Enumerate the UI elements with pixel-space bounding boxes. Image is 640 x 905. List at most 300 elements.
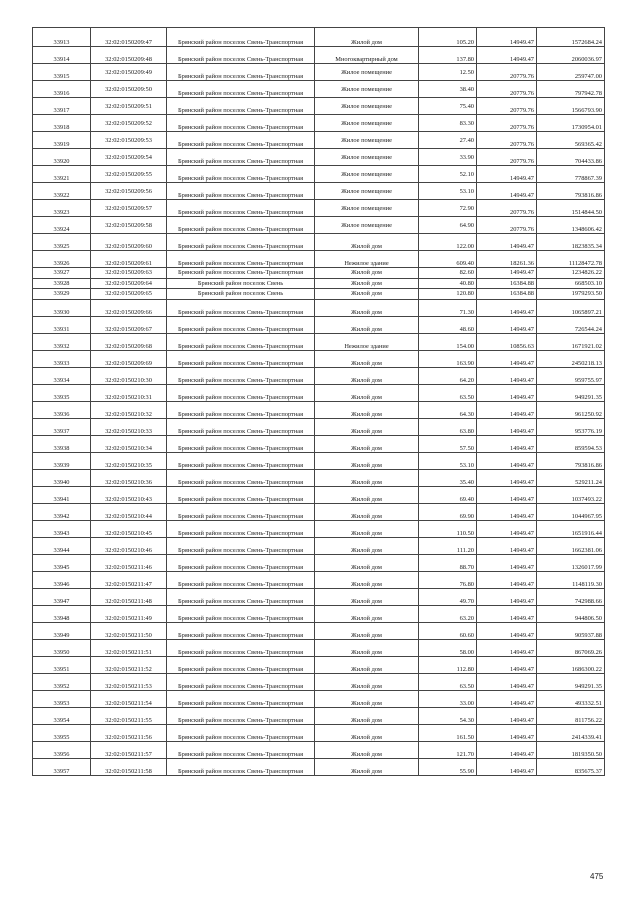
cadastral-cost-cell: 2414339.41 bbox=[537, 724, 605, 741]
cadastral-number-cell: 32:02:0150210:33 bbox=[91, 418, 167, 435]
row-number-cell: 33924 bbox=[33, 217, 91, 234]
unit-rate-cell: 14949.47 bbox=[477, 503, 537, 520]
address-cell: Брянский район поселок Свень-Транспортная bbox=[167, 149, 315, 166]
unit-rate-cell: 14949.47 bbox=[477, 469, 537, 486]
object-type-cell: Жилое помещение bbox=[315, 217, 419, 234]
area-cell: 33.00 bbox=[419, 690, 477, 707]
row-number-cell: 33919 bbox=[33, 132, 91, 149]
cadastral-number-cell: 32:02:0150209:51 bbox=[91, 98, 167, 115]
unit-rate-cell: 20779.76 bbox=[477, 200, 537, 217]
cadastral-cost-cell: 944806.50 bbox=[537, 605, 605, 622]
address-cell: Брянский район поселок Свень-Транспортная bbox=[167, 639, 315, 656]
object-type-cell: Жилое помещение bbox=[315, 200, 419, 217]
table-row bbox=[33, 350, 605, 367]
unit-rate-cell: 20779.76 bbox=[477, 217, 537, 234]
object-type-cell: Жилое помещение bbox=[315, 115, 419, 132]
row-number-cell: 33940 bbox=[33, 469, 91, 486]
table-row bbox=[33, 724, 605, 741]
table-row bbox=[33, 707, 605, 724]
row-number-cell: 33934 bbox=[33, 367, 91, 384]
address-cell: Брянский район поселок Свень-Транспортная bbox=[167, 47, 315, 64]
cadastral-number-cell: 32:02:0150211:58 bbox=[91, 758, 167, 775]
cadastral-number-cell: 32:02:0150209:54 bbox=[91, 149, 167, 166]
row-number-cell: 33952 bbox=[33, 673, 91, 690]
address-cell: Брянский район поселок Свень-Транспортная bbox=[167, 234, 315, 251]
cadastral-number-cell: 32:02:0150211:49 bbox=[91, 605, 167, 622]
address-cell: Брянский район поселок Свень-Транспортная bbox=[167, 401, 315, 418]
area-cell: 63.50 bbox=[419, 673, 477, 690]
row-number-cell: 33913 bbox=[33, 28, 91, 47]
area-cell: 53.10 bbox=[419, 183, 477, 200]
cadastral-number-cell: 32:02:0150211:53 bbox=[91, 673, 167, 690]
table-row bbox=[33, 435, 605, 452]
cadastral-number-cell: 32:02:0150211:48 bbox=[91, 588, 167, 605]
address-cell: Брянский район поселок Свень-Транспортная bbox=[167, 605, 315, 622]
area-cell: 55.90 bbox=[419, 758, 477, 775]
table-row bbox=[33, 64, 605, 81]
cadastral-number-cell: 32:02:0150211:54 bbox=[91, 690, 167, 707]
area-cell: 112.80 bbox=[419, 656, 477, 673]
cadastral-number-cell: 32:02:0150211:51 bbox=[91, 639, 167, 656]
table-row bbox=[33, 639, 605, 656]
cadastral-number-cell: 32:02:0150210:44 bbox=[91, 503, 167, 520]
unit-rate-cell: 14949.47 bbox=[477, 435, 537, 452]
object-type-cell: Жилой дом bbox=[315, 384, 419, 401]
unit-rate-cell: 14949.47 bbox=[477, 418, 537, 435]
area-cell: 64.30 bbox=[419, 401, 477, 418]
address-cell: Брянский район поселок Свень-Транспортная bbox=[167, 299, 315, 316]
row-number-cell: 33939 bbox=[33, 452, 91, 469]
unit-rate-cell: 14949.47 bbox=[477, 486, 537, 503]
cadastral-cost-cell: 793816.86 bbox=[537, 183, 605, 200]
area-cell: 88.70 bbox=[419, 554, 477, 571]
table-row bbox=[33, 452, 605, 469]
cadastral-cost-cell: 1148119.30 bbox=[537, 571, 605, 588]
address-cell: Брянский район поселок Свень bbox=[167, 278, 315, 289]
object-type-cell: Жилой дом bbox=[315, 452, 419, 469]
table-row bbox=[33, 571, 605, 588]
table-row bbox=[33, 503, 605, 520]
unit-rate-cell: 14949.47 bbox=[477, 520, 537, 537]
unit-rate-cell: 14949.47 bbox=[477, 673, 537, 690]
cadastral-cost-cell: 1662381.06 bbox=[537, 537, 605, 554]
area-cell: 57.50 bbox=[419, 435, 477, 452]
object-type-cell: Жилое помещение bbox=[315, 149, 419, 166]
row-number-cell: 33921 bbox=[33, 166, 91, 183]
address-cell: Брянский район поселок Свень-Транспортная bbox=[167, 98, 315, 115]
address-cell: Брянский район поселок Свень-Транспортная bbox=[167, 64, 315, 81]
address-cell: Брянский район поселок Свень-Транспортная bbox=[167, 673, 315, 690]
cadastral-number-cell: 32:02:0150209:56 bbox=[91, 183, 167, 200]
object-type-cell: Жилой дом bbox=[315, 486, 419, 503]
table-row bbox=[33, 333, 605, 350]
unit-rate-cell: 14949.47 bbox=[477, 166, 537, 183]
unit-rate-cell: 14949.47 bbox=[477, 28, 537, 47]
cadastral-cost-cell: 493332.51 bbox=[537, 690, 605, 707]
cadastral-cost-cell: 742988.66 bbox=[537, 588, 605, 605]
cadastral-number-cell: 32:02:0150209:50 bbox=[91, 81, 167, 98]
table-row bbox=[33, 200, 605, 217]
address-cell: Брянский район поселок Свень-Транспортная bbox=[167, 690, 315, 707]
cadastral-number-cell: 32:02:0150209:63 bbox=[91, 268, 167, 279]
address-cell: Брянский район поселок Свень-Транспортная bbox=[167, 452, 315, 469]
area-cell: 33.90 bbox=[419, 149, 477, 166]
table-row bbox=[33, 47, 605, 64]
cadastral-cost-cell: 835675.37 bbox=[537, 758, 605, 775]
unit-rate-cell: 20779.76 bbox=[477, 132, 537, 149]
object-type-cell: Жилой дом bbox=[315, 622, 419, 639]
cadastral-number-cell: 32:02:0150209:69 bbox=[91, 350, 167, 367]
cadastral-cost-cell: 867069.26 bbox=[537, 639, 605, 656]
area-cell: 161.50 bbox=[419, 724, 477, 741]
address-cell: Брянский район поселок Свень-Транспортная bbox=[167, 200, 315, 217]
cadastral-cost-cell: 949291.35 bbox=[537, 384, 605, 401]
cadastral-value-table bbox=[32, 27, 605, 776]
address-cell: Брянский район поселок Свень-Транспортная bbox=[167, 268, 315, 279]
area-cell: 54.30 bbox=[419, 707, 477, 724]
address-cell: Брянский район поселок Свень-Транспортная bbox=[167, 435, 315, 452]
unit-rate-cell: 14949.47 bbox=[477, 622, 537, 639]
cadastral-number-cell: 32:02:0150209:68 bbox=[91, 333, 167, 350]
cadastral-cost-cell: 1566793.90 bbox=[537, 98, 605, 115]
row-number-cell: 33949 bbox=[33, 622, 91, 639]
area-cell: 60.60 bbox=[419, 622, 477, 639]
cadastral-cost-cell: 704433.86 bbox=[537, 149, 605, 166]
object-type-cell: Жилой дом bbox=[315, 278, 419, 289]
table-row bbox=[33, 554, 605, 571]
area-cell: 64.90 bbox=[419, 217, 477, 234]
row-number-cell: 33942 bbox=[33, 503, 91, 520]
object-type-cell: Жилой дом bbox=[315, 588, 419, 605]
unit-rate-cell: 14949.47 bbox=[477, 299, 537, 316]
row-number-cell: 33918 bbox=[33, 115, 91, 132]
object-type-cell: Жилой дом bbox=[315, 571, 419, 588]
cadastral-cost-cell: 959755.97 bbox=[537, 367, 605, 384]
object-type-cell: Жилое помещение bbox=[315, 132, 419, 149]
address-cell: Брянский район поселок Свень-Транспортная bbox=[167, 469, 315, 486]
area-cell: 71.30 bbox=[419, 299, 477, 316]
cadastral-number-cell: 32:02:0150210:35 bbox=[91, 452, 167, 469]
cadastral-number-cell: 32:02:0150209:58 bbox=[91, 217, 167, 234]
address-cell: Брянский район поселок Свень-Транспортная bbox=[167, 537, 315, 554]
address-cell: Брянский район поселок Свень-Транспортная bbox=[167, 554, 315, 571]
address-cell: Брянский район поселок Свень-Транспортная bbox=[167, 741, 315, 758]
object-type-cell: Жилой дом bbox=[315, 673, 419, 690]
address-cell: Брянский район поселок Свень bbox=[167, 289, 315, 300]
cadastral-cost-cell: 668503.10 bbox=[537, 278, 605, 289]
row-number-cell: 33925 bbox=[33, 234, 91, 251]
cadastral-cost-cell: 953776.19 bbox=[537, 418, 605, 435]
row-number-cell: 33941 bbox=[33, 486, 91, 503]
cadastral-number-cell: 32:02:0150210:30 bbox=[91, 367, 167, 384]
unit-rate-cell: 14949.47 bbox=[477, 707, 537, 724]
object-type-cell: Жилой дом bbox=[315, 299, 419, 316]
address-cell: Брянский район поселок Свень-Транспортная bbox=[167, 384, 315, 401]
table-row bbox=[33, 316, 605, 333]
object-type-cell: Многоквартирный дом bbox=[315, 47, 419, 64]
row-number-cell: 33923 bbox=[33, 200, 91, 217]
address-cell: Брянский район поселок Свень-Транспортная bbox=[167, 707, 315, 724]
table-row bbox=[33, 690, 605, 707]
object-type-cell: Жилой дом bbox=[315, 520, 419, 537]
address-cell: Брянский район поселок Свень-Транспортная bbox=[167, 367, 315, 384]
area-cell: 122.00 bbox=[419, 234, 477, 251]
row-number-cell: 33936 bbox=[33, 401, 91, 418]
area-cell: 63.20 bbox=[419, 605, 477, 622]
cadastral-number-cell: 32:02:0150209:53 bbox=[91, 132, 167, 149]
table-row bbox=[33, 656, 605, 673]
address-cell: Брянский район поселок Свень-Транспортная bbox=[167, 503, 315, 520]
cadastral-number-cell: 32:02:0150209:60 bbox=[91, 234, 167, 251]
object-type-cell: Жилой дом bbox=[315, 316, 419, 333]
object-type-cell: Жилой дом bbox=[315, 690, 419, 707]
table-body bbox=[33, 28, 605, 776]
table-row bbox=[33, 183, 605, 200]
address-cell: Брянский район поселок Свень-Транспортная bbox=[167, 656, 315, 673]
row-number-cell: 33914 bbox=[33, 47, 91, 64]
cadastral-cost-cell: 1671921.02 bbox=[537, 333, 605, 350]
unit-rate-cell: 20779.76 bbox=[477, 115, 537, 132]
area-cell: 82.60 bbox=[419, 268, 477, 279]
area-cell: 35.40 bbox=[419, 469, 477, 486]
unit-rate-cell: 14949.47 bbox=[477, 554, 537, 571]
object-type-cell: Жилой дом bbox=[315, 268, 419, 279]
row-number-cell: 33951 bbox=[33, 656, 91, 673]
cadastral-number-cell: 32:02:0150210:34 bbox=[91, 435, 167, 452]
cadastral-number-cell: 32:02:0150209:64 bbox=[91, 278, 167, 289]
area-cell: 121.70 bbox=[419, 741, 477, 758]
cadastral-number-cell: 32:02:0150211:47 bbox=[91, 571, 167, 588]
cadastral-cost-cell: 1037493.22 bbox=[537, 486, 605, 503]
area-cell: 40.80 bbox=[419, 278, 477, 289]
unit-rate-cell: 14949.47 bbox=[477, 537, 537, 554]
page-number: 475 bbox=[590, 872, 604, 881]
unit-rate-cell: 14949.47 bbox=[477, 316, 537, 333]
row-number-cell: 33927 bbox=[33, 268, 91, 279]
cadastral-number-cell: 32:02:0150211:57 bbox=[91, 741, 167, 758]
area-cell: 27.40 bbox=[419, 132, 477, 149]
cadastral-cost-cell: 793816.86 bbox=[537, 452, 605, 469]
table-row bbox=[33, 741, 605, 758]
unit-rate-cell: 14949.47 bbox=[477, 452, 537, 469]
table-row bbox=[33, 289, 605, 300]
object-type-cell: Жилой дом bbox=[315, 401, 419, 418]
row-number-cell: 33915 bbox=[33, 64, 91, 81]
object-type-cell: Жилой дом bbox=[315, 350, 419, 367]
cadastral-cost-cell: 569365.42 bbox=[537, 132, 605, 149]
address-cell: Брянский район поселок Свень-Транспортная bbox=[167, 571, 315, 588]
area-cell: 76.80 bbox=[419, 571, 477, 588]
address-cell: Брянский район поселок Свень-Транспортная bbox=[167, 622, 315, 639]
row-number-cell: 33928 bbox=[33, 278, 91, 289]
unit-rate-cell: 14949.47 bbox=[477, 350, 537, 367]
cadastral-number-cell: 32:02:0150211:50 bbox=[91, 622, 167, 639]
cadastral-number-cell: 32:02:0150209:55 bbox=[91, 166, 167, 183]
row-number-cell: 33932 bbox=[33, 333, 91, 350]
object-type-cell: Нежилое здание bbox=[315, 251, 419, 268]
table-row bbox=[33, 217, 605, 234]
address-cell: Брянский район поселок Свень-Транспортная bbox=[167, 251, 315, 268]
object-type-cell: Жилой дом bbox=[315, 503, 419, 520]
table-row bbox=[33, 758, 605, 775]
area-cell: 609.40 bbox=[419, 251, 477, 268]
table-row bbox=[33, 98, 605, 115]
address-cell: Брянский район поселок Свень-Транспортная bbox=[167, 486, 315, 503]
cadastral-cost-cell: 1065897.21 bbox=[537, 299, 605, 316]
row-number-cell: 33929 bbox=[33, 289, 91, 300]
row-number-cell: 33947 bbox=[33, 588, 91, 605]
cadastral-cost-cell: 778867.39 bbox=[537, 166, 605, 183]
table-row bbox=[33, 115, 605, 132]
area-cell: 49.70 bbox=[419, 588, 477, 605]
unit-rate-cell: 14949.47 bbox=[477, 234, 537, 251]
area-cell: 48.60 bbox=[419, 316, 477, 333]
unit-rate-cell: 14949.47 bbox=[477, 183, 537, 200]
cadastral-number-cell: 32:02:0150210:32 bbox=[91, 401, 167, 418]
row-number-cell: 33931 bbox=[33, 316, 91, 333]
cadastral-cost-cell: 1979293.50 bbox=[537, 289, 605, 300]
table-row bbox=[33, 149, 605, 166]
row-number-cell: 33937 bbox=[33, 418, 91, 435]
table-row bbox=[33, 166, 605, 183]
unit-rate-cell: 20779.76 bbox=[477, 98, 537, 115]
unit-rate-cell: 18261.36 bbox=[477, 251, 537, 268]
address-cell: Брянский район поселок Свень-Транспортная bbox=[167, 166, 315, 183]
row-number-cell: 33954 bbox=[33, 707, 91, 724]
object-type-cell: Жилой дом bbox=[315, 554, 419, 571]
row-number-cell: 33933 bbox=[33, 350, 91, 367]
area-cell: 69.40 bbox=[419, 486, 477, 503]
cadastral-cost-cell: 1234826.22 bbox=[537, 268, 605, 279]
cadastral-number-cell: 32:02:0150209:47 bbox=[91, 28, 167, 47]
table-row bbox=[33, 251, 605, 268]
table-row bbox=[33, 537, 605, 554]
unit-rate-cell: 14949.47 bbox=[477, 367, 537, 384]
cadastral-cost-cell: 1348606.42 bbox=[537, 217, 605, 234]
address-cell: Брянский район поселок Свень-Транспортная bbox=[167, 520, 315, 537]
row-number-cell: 33956 bbox=[33, 741, 91, 758]
row-number-cell: 33917 bbox=[33, 98, 91, 115]
row-number-cell: 33920 bbox=[33, 149, 91, 166]
cadastral-cost-cell: 859594.53 bbox=[537, 435, 605, 452]
object-type-cell: Жилой дом bbox=[315, 741, 419, 758]
cadastral-number-cell: 32:02:0150209:49 bbox=[91, 64, 167, 81]
address-cell: Брянский район поселок Свень-Транспортная bbox=[167, 217, 315, 234]
object-type-cell: Жилой дом bbox=[315, 28, 419, 47]
table-row bbox=[33, 673, 605, 690]
area-cell: 12.50 bbox=[419, 64, 477, 81]
area-cell: 120.80 bbox=[419, 289, 477, 300]
unit-rate-cell: 14949.47 bbox=[477, 639, 537, 656]
object-type-cell: Жилое помещение bbox=[315, 64, 419, 81]
cadastral-number-cell: 32:02:0150209:57 bbox=[91, 200, 167, 217]
cadastral-cost-cell: 2060036.97 bbox=[537, 47, 605, 64]
unit-rate-cell: 14949.47 bbox=[477, 690, 537, 707]
unit-rate-cell: 14949.47 bbox=[477, 384, 537, 401]
table-row bbox=[33, 28, 605, 47]
cadastral-cost-cell: 1686300.22 bbox=[537, 656, 605, 673]
area-cell: 154.00 bbox=[419, 333, 477, 350]
unit-rate-cell: 20779.76 bbox=[477, 64, 537, 81]
cadastral-cost-cell: 2450218.13 bbox=[537, 350, 605, 367]
address-cell: Брянский район поселок Свень-Транспортная bbox=[167, 758, 315, 775]
object-type-cell: Жилое помещение bbox=[315, 166, 419, 183]
area-cell: 52.10 bbox=[419, 166, 477, 183]
cadastral-number-cell: 32:02:0150210:36 bbox=[91, 469, 167, 486]
table-row bbox=[33, 418, 605, 435]
table-row bbox=[33, 278, 605, 289]
area-cell: 63.50 bbox=[419, 384, 477, 401]
cadastral-number-cell: 32:02:0150210:46 bbox=[91, 537, 167, 554]
object-type-cell: Жилой дом bbox=[315, 435, 419, 452]
row-number-cell: 33930 bbox=[33, 299, 91, 316]
object-type-cell: Жилой дом bbox=[315, 724, 419, 741]
area-cell: 63.80 bbox=[419, 418, 477, 435]
row-number-cell: 33944 bbox=[33, 537, 91, 554]
area-cell: 69.90 bbox=[419, 503, 477, 520]
object-type-cell: Жилой дом bbox=[315, 234, 419, 251]
table-row bbox=[33, 132, 605, 149]
unit-rate-cell: 14949.47 bbox=[477, 401, 537, 418]
row-number-cell: 33946 bbox=[33, 571, 91, 588]
unit-rate-cell: 10856.63 bbox=[477, 333, 537, 350]
cadastral-cost-cell: 1326017.99 bbox=[537, 554, 605, 571]
object-type-cell: Жилой дом bbox=[315, 605, 419, 622]
area-cell: 72.90 bbox=[419, 200, 477, 217]
object-type-cell: Нежилое здание bbox=[315, 333, 419, 350]
cadastral-cost-cell: 1819350.50 bbox=[537, 741, 605, 758]
cadastral-cost-cell: 726544.24 bbox=[537, 316, 605, 333]
cadastral-number-cell: 32:02:0150210:31 bbox=[91, 384, 167, 401]
area-cell: 163.90 bbox=[419, 350, 477, 367]
table-row bbox=[33, 299, 605, 316]
unit-rate-cell: 14949.47 bbox=[477, 741, 537, 758]
table-row bbox=[33, 384, 605, 401]
table-row bbox=[33, 622, 605, 639]
table-row bbox=[33, 234, 605, 251]
cadastral-number-cell: 32:02:0150210:45 bbox=[91, 520, 167, 537]
row-number-cell: 33955 bbox=[33, 724, 91, 741]
address-cell: Брянский район поселок Свень-Транспортная bbox=[167, 132, 315, 149]
table-row bbox=[33, 605, 605, 622]
area-cell: 110.50 bbox=[419, 520, 477, 537]
address-cell: Брянский район поселок Свень-Транспортная bbox=[167, 588, 315, 605]
address-cell: Брянский район поселок Свень-Транспортная bbox=[167, 333, 315, 350]
table-row bbox=[33, 520, 605, 537]
cadastral-number-cell: 32:02:0150211:52 bbox=[91, 656, 167, 673]
cadastral-number-cell: 32:02:0150211:55 bbox=[91, 707, 167, 724]
unit-rate-cell: 14949.47 bbox=[477, 605, 537, 622]
object-type-cell: Жилой дом bbox=[315, 656, 419, 673]
row-number-cell: 33943 bbox=[33, 520, 91, 537]
unit-rate-cell: 20779.76 bbox=[477, 81, 537, 98]
cadastral-cost-cell: 11128472.78 bbox=[537, 251, 605, 268]
unit-rate-cell: 20779.76 bbox=[477, 149, 537, 166]
area-cell: 83.30 bbox=[419, 115, 477, 132]
cadastral-number-cell: 32:02:0150209:66 bbox=[91, 299, 167, 316]
unit-rate-cell: 14949.47 bbox=[477, 571, 537, 588]
address-cell: Брянский район поселок Свень-Транспортная bbox=[167, 350, 315, 367]
object-type-cell: Жилой дом bbox=[315, 289, 419, 300]
unit-rate-cell: 16384.88 bbox=[477, 289, 537, 300]
cadastral-cost-cell: 1572684.24 bbox=[537, 28, 605, 47]
area-cell: 105.20 bbox=[419, 28, 477, 47]
unit-rate-cell: 14949.47 bbox=[477, 724, 537, 741]
row-number-cell: 33935 bbox=[33, 384, 91, 401]
table-row bbox=[33, 401, 605, 418]
row-number-cell: 33948 bbox=[33, 605, 91, 622]
area-cell: 58.00 bbox=[419, 639, 477, 656]
